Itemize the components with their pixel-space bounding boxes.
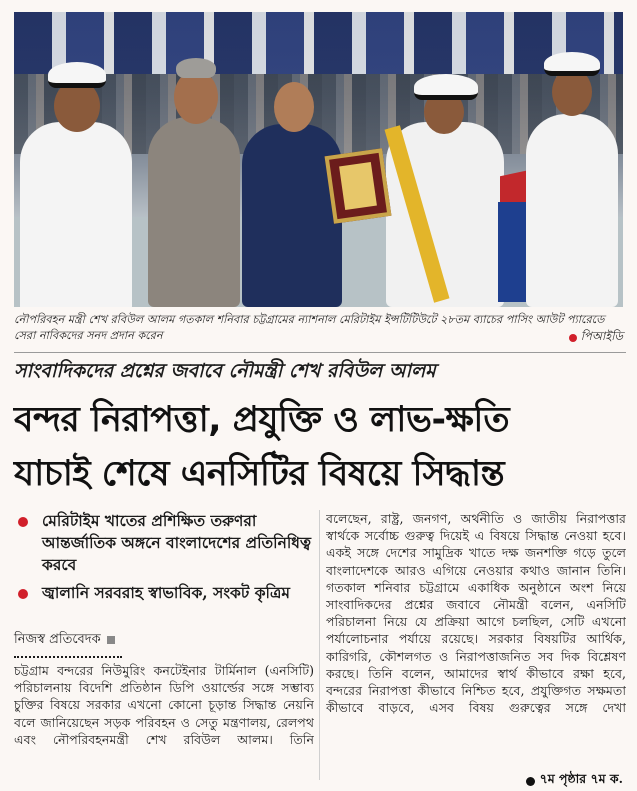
bullet-dot-icon	[18, 589, 28, 599]
photo-credit-text: পিআইডি	[580, 329, 623, 343]
bullet-item	[14, 510, 314, 576]
byline-text: নিজস্ব প্রতিবেদক	[14, 632, 101, 647]
body-column-left: চট্টগ্রাম বন্দরের নিউমুরিং কনটেইনার টার্মিনাল (এনসিটি) পরিচালনায় বিদেশি প্রতিষ্ঠান ডিপি ওয়ার্ল্ডের সঙ্গে সম্ভাব্য চুক্তির বিষয়ে সরকার এখনো কোনো চূড়ান্ত সিদ্ধান্ত নেয়নি বলে জানিয়েছেন সড়ক পরিবহন ও সেতু মন্ত্রণালয়, রেলপথ এবং নৌপরিবহনমন্ত্রী শেখ রবিউল আলম। তিনি	[14, 663, 314, 747]
bullet-dot-icon	[569, 334, 577, 342]
bullet-text: মেরিটাইম খাতের প্রশিক্ষিত তরুণরা আন্তর্জাতিক অঙ্গনে বাংলাদেশের প্রতিনিধিত্ব করবে	[42, 511, 312, 574]
bullet-dot-icon	[18, 517, 28, 527]
column-rule	[319, 510, 320, 780]
headline-line-2: যাচাই শেষে এনসিটির বিষয়ে সিদ্ধান্ত	[14, 454, 505, 494]
article-headline	[14, 393, 626, 501]
bullet-dot-icon	[526, 777, 535, 786]
photo-caption: নৌপরিবহন মন্ত্রী শেখ রবিউল আলম গতকাল শনিবার চট্টগ্রামের ন্যাশনাল মেরিটাইম ইন্সটিটিউটে ২৮তম ব্যাচের পাসিং আউট প্যারেডে সেরা নাবিকদের সনদ প্রদান করেন	[14, 313, 605, 342]
bullet-item	[14, 582, 314, 604]
headline-line-1: বন্দর নিরাপত্তা, প্রযুক্তি ও লাভ-ক্ষতি	[14, 400, 510, 440]
guard-figure	[526, 114, 618, 307]
square-icon	[107, 636, 115, 644]
award-plaque	[325, 148, 392, 223]
body-column-right: বলেছেন, রাষ্ট্র, জনগণ, অর্থনীতি ও জাতীয় নিরাপত্তার স্বার্থকে সর্বোচ্চ গুরুত্ব দিয়েই এ বিষয়ে সিদ্ধান্ত নেওয়া হবে। একই সঙ্গে দেশের সামুদ্রিক খাতে দক্ষ জনশক্তি গড়ে তুলে বাংলাদেশকে আরও এগিয়ে নেওয়ার কথাও জানান তিনি। গতকাল শনিবার চট্টগ্রামে একাধিক অনুষ্ঠানে অংশ নিয়ে সাংবাদিকদের প্রশ্নের জবাবে নৌমন্ত্রী বলেন, এনসিটি পরিচালনা নিয়ে যে প্রক্রিয়া আগে চলছিল, সেটি এখনো পর্যালোচনার পর্যায়ে রয়েছে। সরকার বিষয়টির আর্থিক, কারিগরি, কৌশলগত ও নিরাপত্তাজনিত সব দিক বিশ্লেষণ করছে। তিনি বলেন, আমাদের স্বার্থ কীভাবে রক্ষা হবে, বন্দরের নিরাপত্তা কীভাবে নিশ্চিত হবে, প্রযুক্তিগত সক্ষমতা কীভাবে বাড়বে, এসব বিষয় গুরুত্বের সঙ্গে দেখা	[326, 511, 626, 716]
minister-head	[274, 82, 314, 132]
guest-head	[174, 70, 218, 124]
officer-cap	[48, 62, 106, 88]
continued-text: ৭ম পৃষ্ঠার ৭ম ক.	[539, 771, 623, 786]
byline-rule	[14, 656, 122, 658]
minister-figure	[242, 124, 342, 307]
article-subhead: সাংবাদিকদের প্রশ্নের জবাবে নৌমন্ত্রী শেখ রবিউল আলম	[14, 360, 436, 382]
cadet-cap	[414, 74, 478, 100]
byline	[14, 630, 184, 650]
photo-credit	[569, 328, 623, 347]
guest-cap	[176, 58, 216, 78]
tent-canopy	[14, 12, 623, 74]
guard-cap	[544, 52, 600, 76]
caption-divider	[14, 352, 626, 353]
guest-figure	[148, 117, 240, 307]
news-photo	[14, 12, 623, 307]
naval-officer-figure	[20, 122, 132, 307]
highlight-bullets	[14, 510, 314, 610]
bullet-text: জ্বালানি সরবরাহ স্বাভাবিক, সংকট কৃত্রিম	[42, 583, 290, 602]
continued-link[interactable]	[526, 771, 623, 791]
